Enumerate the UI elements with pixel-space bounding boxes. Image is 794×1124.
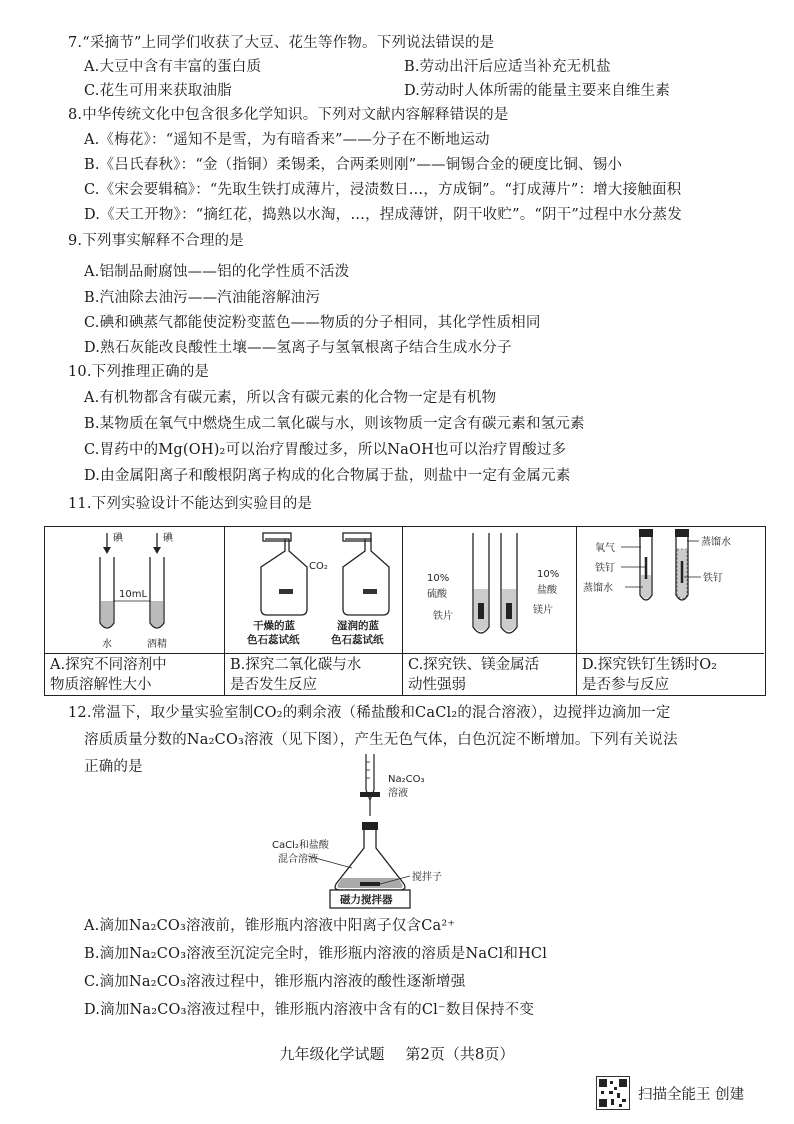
label-iron-nail-2: 铁钉 xyxy=(703,573,723,584)
label-distilled-water-1: 蒸馏水 xyxy=(583,583,613,594)
question-12-line2: 溶质质量分数的Na₂CO₃溶液（见下图），产生无色气体，白色沉淀不断增加。下列有关说法 xyxy=(84,732,678,748)
experiment-d-figure xyxy=(577,527,763,653)
q9-option-d: D.熟石灰能改良酸性土壤——氢离子与氢氧根离子结合生成水分子 xyxy=(84,340,512,356)
label-wet-paper-2: 色石蕊试纸 xyxy=(331,634,384,646)
question-9-stem: 9.下列事实解释不合理的是 xyxy=(68,233,244,249)
q8-option-a: A.《梅花》：“遥知不是雪，为有暗香来”——分子在不断地运动 xyxy=(84,132,490,148)
experiment-cell-b xyxy=(225,527,403,695)
q8-option-d: D.《天工开物》：“摘红花，捣熟以水淘，…，捏成薄饼，阴干收贮”。“阴干”过程中水分蒸发 xyxy=(84,207,682,223)
label-sulfuric-acid: 硫酸 xyxy=(427,589,447,600)
experiment-c-caption: C.探究铁、镁金属活 动性强弱 xyxy=(403,653,576,695)
q9-option-b: B.汽油除去油污——汽油能溶解油污 xyxy=(84,290,321,306)
q10-option-c: C.胃药中的Mg(OH)₂可以治疗胃酸过多，所以NaOH也可以治疗胃酸过多 xyxy=(84,442,567,458)
question-12-line1: 12.常温下，取少量实验室制CO₂的剩余液（稀盐酸和CaCl₂的混合溶液），边搅拌边滴加一定 xyxy=(68,705,671,721)
label-iodine-1: 碘 xyxy=(113,533,123,544)
footer-title: 九年级化学试题 xyxy=(279,1045,385,1063)
q12-option-c: C.滴加Na₂CO₃溶液过程中，锥形瓶内溶液的酸性逐渐增强 xyxy=(84,974,466,990)
q7-option-a: A.大豆中含有丰富的蛋白质 xyxy=(84,59,262,75)
question-12-line3: 正确的是 xyxy=(84,759,143,775)
q9-option-c: C.碘和碘蒸气都能使淀粉变蓝色——物质的分子相同，其化学性质相同 xyxy=(84,315,541,331)
label-10ml: 10mL xyxy=(119,589,148,600)
experiment-cell-c xyxy=(403,527,577,695)
label-hydrochloric-acid: 盐酸 xyxy=(537,585,557,596)
label-burette-reagent: Na₂CO₃ xyxy=(388,774,425,785)
experiment-b-figure xyxy=(225,527,401,653)
q8-option-b: B.《吕氏春秋》：“金（指铜）柔锡柔，合两柔则刚”——铜锡合金的硬度比铜、锡小 xyxy=(84,157,623,173)
question-11-stem: 11.下列实验设计不能达到实验目的是 xyxy=(68,496,313,512)
q9-option-a: A.铝制品耐腐蚀——铝的化学性质不活泼 xyxy=(84,264,350,280)
label-flask-solution: 混合溶液 xyxy=(278,854,318,865)
question-8-stem: 8.中华传统文化中包含很多化学知识。下列对文献内容解释错误的是 xyxy=(68,107,509,123)
label-iron-sheet: 铁片 xyxy=(433,611,453,622)
label-stir-bar: 搅拌子 xyxy=(412,872,442,883)
q8-option-c: C.《宋会要辑稿》：“先取生铁打成薄片，浸渍数日…，方成铜”。“打成薄片”：增大接触面积 xyxy=(84,182,682,198)
q12-option-d: D.滴加Na₂CO₃溶液过程中，锥形瓶内溶液中含有的Cl⁻数目保持不变 xyxy=(84,1002,535,1018)
scanner-watermark xyxy=(596,1076,744,1110)
label-10pct-1: 10% xyxy=(427,573,450,584)
label-distilled-water-2: 蒸馏水 xyxy=(701,537,731,548)
footer-page-number: 第2页（共8页） xyxy=(405,1045,515,1063)
label-dry-paper-1: 干燥的蓝 xyxy=(253,620,295,632)
label-dry-paper-2: 色石蕊试纸 xyxy=(247,634,300,646)
titration-apparatus-figure xyxy=(270,750,510,912)
q10-option-a: A.有机物都含有碳元素，所以含有碳元素的化合物一定是有机物 xyxy=(84,390,497,406)
qr-code-icon xyxy=(596,1076,630,1110)
experiment-cell-d xyxy=(577,527,764,695)
label-wet-paper-1: 湿润的蓝 xyxy=(337,620,379,632)
q7-option-b: B.劳动出汗后应适当补充无机盐 xyxy=(404,59,611,75)
question-10-stem: 10.下列推理正确的是 xyxy=(68,364,210,380)
experiment-b-caption: B.探究二氧化碳与水 是否发生反应 xyxy=(225,653,402,695)
experiment-d-caption: D.探究铁钉生锈时O₂ 是否参与反应 xyxy=(577,653,764,695)
experiment-a-figure xyxy=(45,527,223,653)
page-footer xyxy=(0,1043,794,1064)
label-oxygen: 氧气 xyxy=(595,543,615,554)
label-10pct-2: 10% xyxy=(537,569,560,580)
experiment-a-caption: A.探究不同溶剂中 物质溶解性大小 xyxy=(45,653,224,695)
label-burette-solution: 溶液 xyxy=(388,788,408,799)
label-magnesium-sheet: 镁片 xyxy=(533,605,553,616)
q10-option-d: D.由金属阳离子和酸根阴离子构成的化合物属于盐，则盐中一定有金属元素 xyxy=(84,468,571,484)
q10-option-b: B.某物质在氧气中燃烧生成二氧化碳与水，则该物质一定含有碳元素和氢元素 xyxy=(84,416,585,432)
experiment-c-figure xyxy=(403,527,575,653)
experiment-cell-a xyxy=(45,527,225,695)
label-co2: CO₂ xyxy=(309,561,328,572)
label-iodine-2: 碘 xyxy=(163,533,173,544)
label-iron-nail-1: 铁钉 xyxy=(595,563,615,574)
label-magnetic-stirrer: 磁力搅拌器 xyxy=(340,894,393,906)
q12-option-b: B.滴加Na₂CO₃溶液至沉淀完全时，锥形瓶内溶液的溶质是NaCl和HCl xyxy=(84,946,548,962)
question-7-stem: 7.“采摘节”上同学们收获了大豆、花生等作物。下列说法错误的是 xyxy=(68,35,495,51)
q12-option-a: A.滴加Na₂CO₃溶液前，锥形瓶内溶液中阳离子仅含Ca²⁺ xyxy=(84,918,456,934)
q7-option-c: C.花生可用来获取油脂 xyxy=(84,83,232,99)
label-water: 水 xyxy=(102,639,112,650)
experiment-table xyxy=(44,526,766,696)
label-flask-reagent: CaCl₂和盐酸 xyxy=(272,840,329,851)
q7-option-d: D.劳动时人体所需的能量主要来自维生素 xyxy=(404,83,671,99)
label-alcohol: 酒精 xyxy=(147,639,167,650)
watermark-text: 扫描全能王 创建 xyxy=(638,1086,745,1103)
